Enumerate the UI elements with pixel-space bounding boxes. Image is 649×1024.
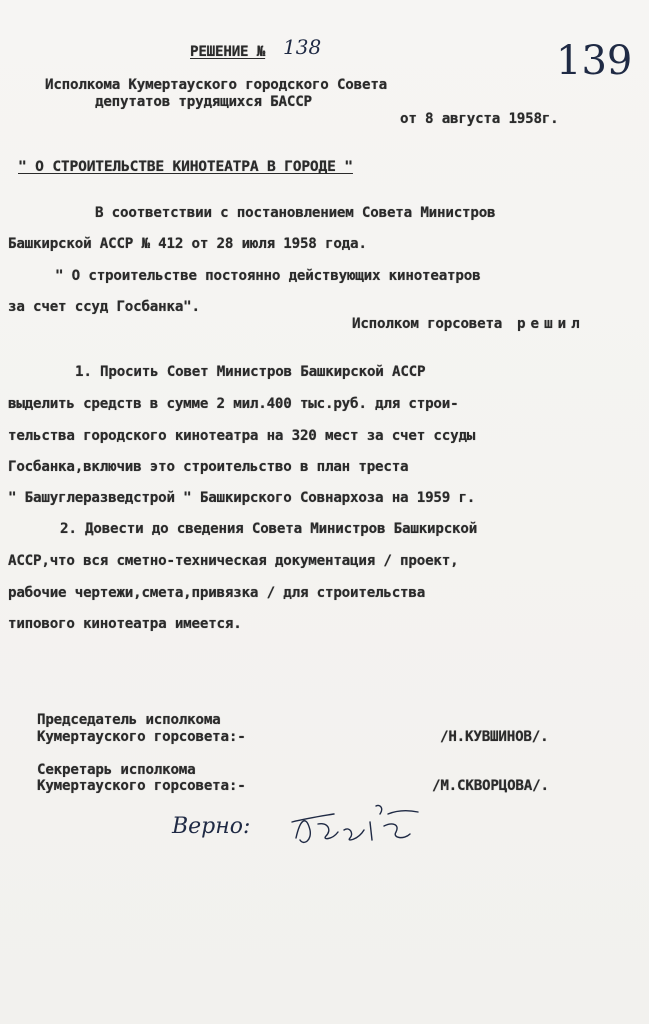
resolved-word: решил (517, 316, 585, 332)
item2-line-1: 2. Довести до сведения Совета Министров Башкирской (60, 521, 478, 537)
item2-line-3: рабочие чертежи,смета,привязка / для строительства (8, 585, 426, 601)
chair-title-line-1: Председатель исполкома (37, 712, 221, 728)
resolved-label: Исполком горсовета (352, 316, 503, 332)
chair-name: /Н.КУВШИНОВ/. (440, 729, 549, 745)
issuer-line-2: депутатов трудящихся БАССР (95, 94, 312, 110)
secretary-title-line-2: Кумертауского горсовета:- (37, 778, 246, 794)
preamble-line-1: В соответствии с постановлением Совета Министров (95, 205, 496, 221)
item1-line-4: Госбанка,включив это строительство в план треста (8, 459, 409, 475)
preamble-line-4: за счет ссуд Госбанка". (8, 299, 200, 315)
item1-line-5: " Башуглеразведстрой " Башкирского Совнархоза на 1959 г. (8, 490, 476, 506)
preamble-line-2: Башкирской АССР № 412 от 28 июля 1958 года. (8, 236, 367, 252)
secretary-name: /М.СКВОРЦОВА/. (432, 778, 549, 794)
issuer-line-1: Исполкома Кумертауского городского Совета (45, 77, 388, 93)
item2-line-2: АССР,что вся сметно-техническая документация / проект, (8, 553, 459, 569)
decision-number: 138 (283, 35, 322, 59)
certified-note: Верно: (172, 814, 251, 839)
document-title: " О СТРОИТЕЛЬСТВЕ КИНОТЕАТРА В ГОРОДЕ " (18, 158, 353, 175)
item2-line-4: типового кинотеатра имеется. (8, 616, 242, 632)
handwritten-signature (288, 800, 428, 860)
preamble-line-3: " О строительстве постоянно действующих кинотеатров (55, 268, 481, 284)
item1-line-3: тельства городского кинотеатра на 320 мест за счет ссуды (8, 428, 476, 444)
archive-number: 139 (556, 38, 633, 84)
item1-line-2: выделить средств в сумме 2 мил.400 тыс.руб. для строи- (8, 396, 459, 412)
decision-label: РЕШЕНИЕ № (190, 44, 266, 60)
item1-line-1: 1. Просить Совет Министров Башкирской АССР (75, 364, 426, 380)
secretary-title-line-1: Секретарь исполкома (37, 762, 196, 778)
decision-date: от 8 августа 1958г. (400, 111, 559, 127)
chair-title-line-2: Кумертауского горсовета:- (37, 729, 246, 745)
